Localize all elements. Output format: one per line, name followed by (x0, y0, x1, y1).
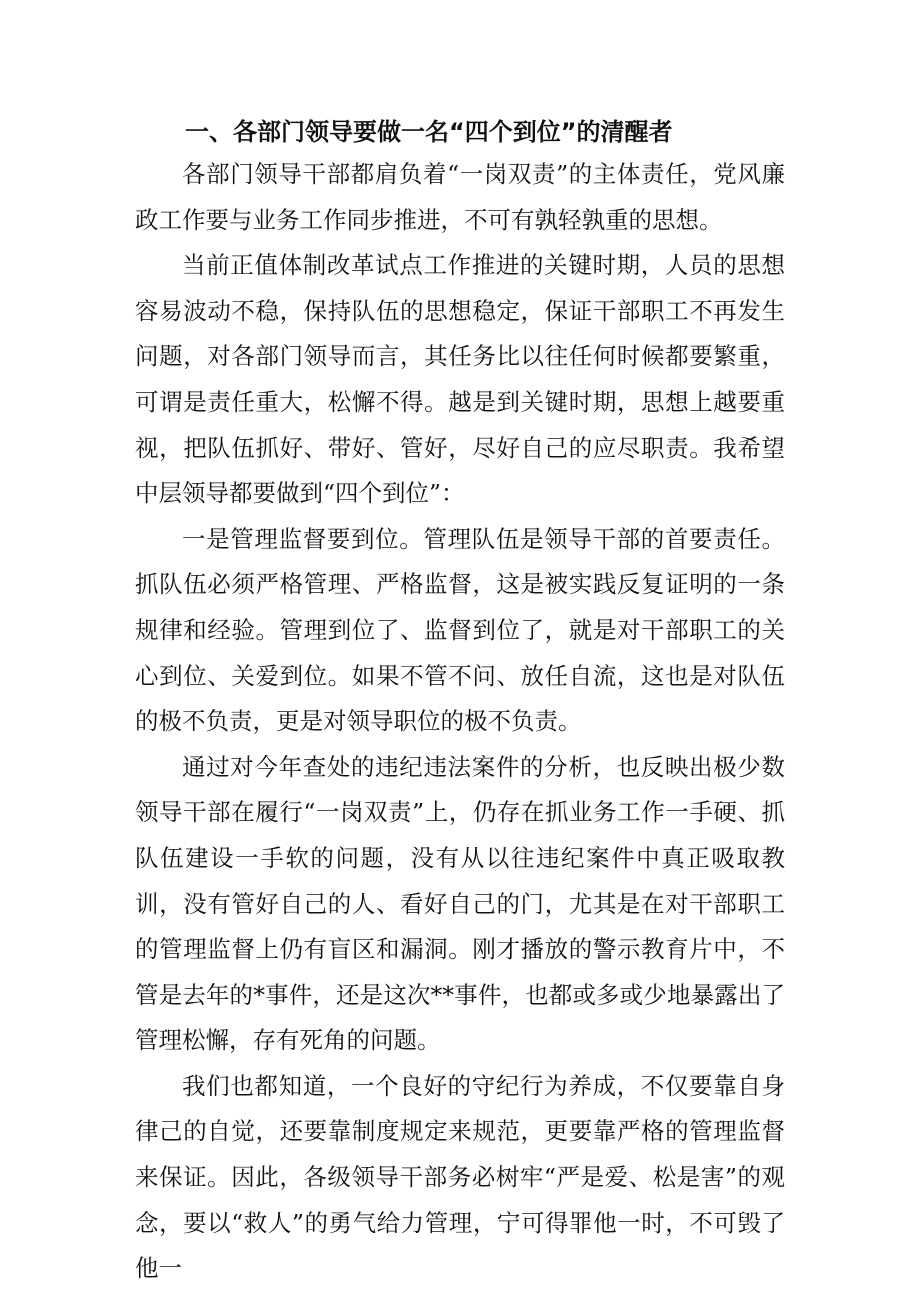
paragraph: 一是管理监督要到位。管理队伍是领导干部的首要责任。抓队伍必须严格管理、严格监督，这是被实践反复证明的一条规律和经验。管理到位了、监督到位了，就是对干部职工的关心到位、关爱到位。如果不管不问、放任自流，这也是对队伍的极不负责，更是对领导职位的极不负责。 (135, 524, 785, 736)
paragraph: 各部门领导干部都肩负着“一岗双责”的主体责任，党风廉政工作要与业务工作同步推进，不可有孰轻孰重的思想。 (135, 160, 785, 234)
section-heading: 一、各部门领导要做一名“四个到位”的清醒者 (185, 118, 673, 146)
document-body (135, 152, 785, 1292)
paragraph: 我们也都知道，一个良好的守纪行为养成，不仅要靠自身律己的自觉，还要靠制度规定来规范，更要靠严格的管理监督来保证。因此，各级领导干部务必树牢“严是爱、松是害”的观念，要以“救人”的勇气给力管理，宁可得罪他一时，不可毁了他一 (135, 1071, 785, 1283)
paragraph: 通过对今年查处的违纪违法案件的分析，也反映出极少数领导干部在履行“一岗双责”上，仍存在抓业务工作一手硬、抓队伍建设一手软的问题，没有从以往违纪案件中真正吸取教训，没有管好自己的人、看好自己的门，尤其是在对干部职工的管理监督上仍有盲区和漏洞。刚才播放的警示教育片中，不管是去年的*事件，还是这次**事件，也都或多或少地暴露出了管理松懈，存有死角的问题。 (135, 752, 785, 1055)
paragraph: 当前正值体制改革试点工作推进的关键时期，人员的思想容易波动不稳，保持队伍的思想稳定，保证干部职工不再发生问题，对各部门领导而言，其任务比以往任何时候都要繁重，可谓是责任重大，松懈不得。越是到关键时期，思想上越要重视，把队伍抓好、带好、管好，尽好自己的应尽职责。我希望中层领导都要做到“四个到位”： (135, 251, 785, 508)
